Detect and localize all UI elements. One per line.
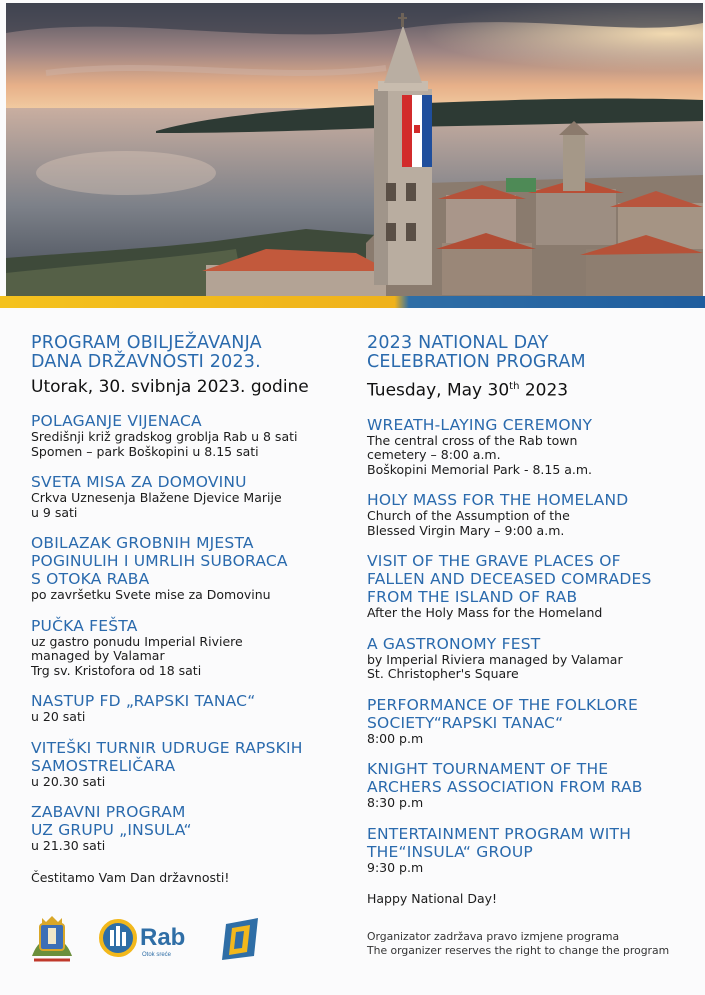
program-section <box>31 473 351 520</box>
section-detail-line: The central cross of the Rab town <box>367 432 578 448</box>
hero-photo <box>6 3 703 303</box>
section-title-line: ENTERTAINMENT PROGRAM WITH <box>367 824 632 843</box>
section-detail-line: u 20 sati <box>31 709 86 724</box>
section-title-line: HOLY MASS FOR THE HOMELAND <box>367 491 629 510</box>
section-detail-line: Trg sv. Kristofora od 18 sati <box>31 662 202 678</box>
section-title-line: THE“INSULA“ GROUP <box>367 842 533 861</box>
program-section <box>367 635 685 682</box>
section-detail-line: uz gastro ponudu Imperial Riviere <box>31 633 243 649</box>
section-title-line: FROM THE ISLAND OF RAB <box>367 588 578 607</box>
section-title-line: KNIGHT TOURNAMENT OF THE <box>367 760 609 779</box>
program-section <box>367 552 685 621</box>
program-section <box>31 803 351 854</box>
section-title-line: ZABAVNI PROGRAM <box>31 803 186 821</box>
section-title-line: ARCHERS ASSOCIATION FROM RAB <box>367 778 643 797</box>
section-list-hr <box>31 412 351 854</box>
section-detail-line: St. Christopher's Square <box>367 666 519 682</box>
croatian-program <box>31 334 351 885</box>
sponsor-logos <box>26 910 326 970</box>
section-title-line: A GASTRONOMY FEST <box>367 634 541 653</box>
rab-tagline: Otok sreće <box>142 952 172 958</box>
program-section <box>367 416 685 478</box>
event-date-hr: Utorak, 30. svibnja 2023. godine <box>31 377 309 397</box>
section-detail-line: Boškopini Memorial Park - 8.15 a.m. <box>367 461 593 477</box>
program-section <box>367 825 685 876</box>
section-detail-line: Church of the Assumption of the <box>367 508 570 524</box>
section-title-line: NASTUP FD „RAPSKI TANAC“ <box>31 692 256 710</box>
section-detail-line: by Imperial Riviera managed by Valamar <box>367 651 623 667</box>
section-detail-line: 8:00 p.m <box>367 730 424 746</box>
section-title-line: SAMOSTRELIČARA <box>31 756 176 775</box>
rab-tourism-logo <box>101 921 185 958</box>
section-title-line: SOCIETY“RAPSKI TANAC“ <box>367 713 564 732</box>
color-stripe <box>0 296 705 312</box>
section-detail-line: Crkva Uznesenja Blažene Djevice Marije <box>31 490 282 505</box>
program-section <box>31 534 351 603</box>
date-text: Tuesday, May 30 <box>367 380 510 401</box>
section-detail-line: po završetku Svete mise za Domovinu <box>31 587 271 602</box>
event-date-en <box>367 376 685 402</box>
section-title-line: OBILAZAK GROBNIH MJESTA <box>31 534 254 552</box>
section-detail-line: Spomen – park Boškopini u 8.15 sati <box>31 443 259 459</box>
section-detail-line: u 20.30 sati <box>31 773 106 789</box>
greeting-hr: Čestitamo Vam Dan državnosti! <box>31 869 230 885</box>
section-title-line: PERFORMANCE OF THE FOLKLORE <box>367 695 638 714</box>
section-title-line: FALLEN AND DECEASED COMRADES <box>367 570 652 589</box>
title-line: PROGRAM OBILJEŽAVANJA <box>31 333 262 353</box>
greeting-en: Happy National Day! <box>367 891 498 907</box>
section-title-line: VISIT OF THE GRAVE PLACES OF <box>367 552 621 571</box>
program-title-en <box>367 334 685 372</box>
title-line: CELEBRATION PROGRAM <box>367 352 586 372</box>
date-year: 2023 <box>519 380 569 401</box>
section-detail-line: u 9 sati <box>31 504 78 520</box>
program-section <box>367 760 685 811</box>
section-detail-line: Blessed Virgin Mary – 9:00 a.m. <box>367 522 565 538</box>
section-detail-line: cemetery – 8:00 a.m. <box>367 447 501 463</box>
note-hr: Organizator zadržava pravo izmjene programa <box>367 930 620 943</box>
date-suffix: th <box>509 381 520 392</box>
note-en: The organizer reserves the right to change the program <box>367 944 670 957</box>
section-title-line: WREATH-LAYING CEREMONY <box>367 415 593 434</box>
program-title-hr <box>31 334 351 372</box>
section-title-line: S OTOKA RABA <box>31 570 150 588</box>
section-detail-line: Središnji križ gradskog groblja Rab u 8 sati <box>31 429 298 444</box>
rab-wordmark: Rab <box>140 924 186 951</box>
program-section <box>31 739 351 790</box>
section-detail-line: 8:30 p.m <box>367 795 424 811</box>
title-line: DANA DRŽAVNOSTI 2023. <box>31 352 261 372</box>
program-section <box>367 696 685 747</box>
section-title-line: PUČKA FEŠTA <box>31 616 138 635</box>
third-sponsor-icon <box>222 918 258 960</box>
section-title-line: POGINULIH I UMRLIH SUBORACA <box>31 552 288 570</box>
english-program <box>367 334 685 906</box>
section-detail-line: u 21.30 sati <box>31 838 106 853</box>
rab-bell-tower-photo <box>6 3 703 303</box>
section-detail-line: After the Holy Mass for the Homeland <box>367 605 603 621</box>
program-section <box>367 491 685 538</box>
program-section <box>31 692 351 725</box>
section-title-line: SVETA MISA ZA DOMOVINU <box>31 473 247 491</box>
section-detail-line: 9:30 p.m <box>367 859 424 875</box>
section-detail-line: managed by Valamar <box>31 648 165 663</box>
section-list-en <box>367 416 685 876</box>
program-section <box>31 617 351 679</box>
section-title-line: VITEŠKI TURNIR UDRUGE RAPSKIH <box>31 738 303 757</box>
section-title-line: UZ GRUPU „INSULA“ <box>31 821 192 839</box>
title-line: 2023 NATIONAL DAY <box>367 333 549 353</box>
program-section <box>31 412 351 459</box>
section-title-line: POLAGANJE VIJENACA <box>31 412 202 430</box>
organizer-note <box>367 930 669 958</box>
town-coat-of-arms-icon <box>32 916 72 960</box>
